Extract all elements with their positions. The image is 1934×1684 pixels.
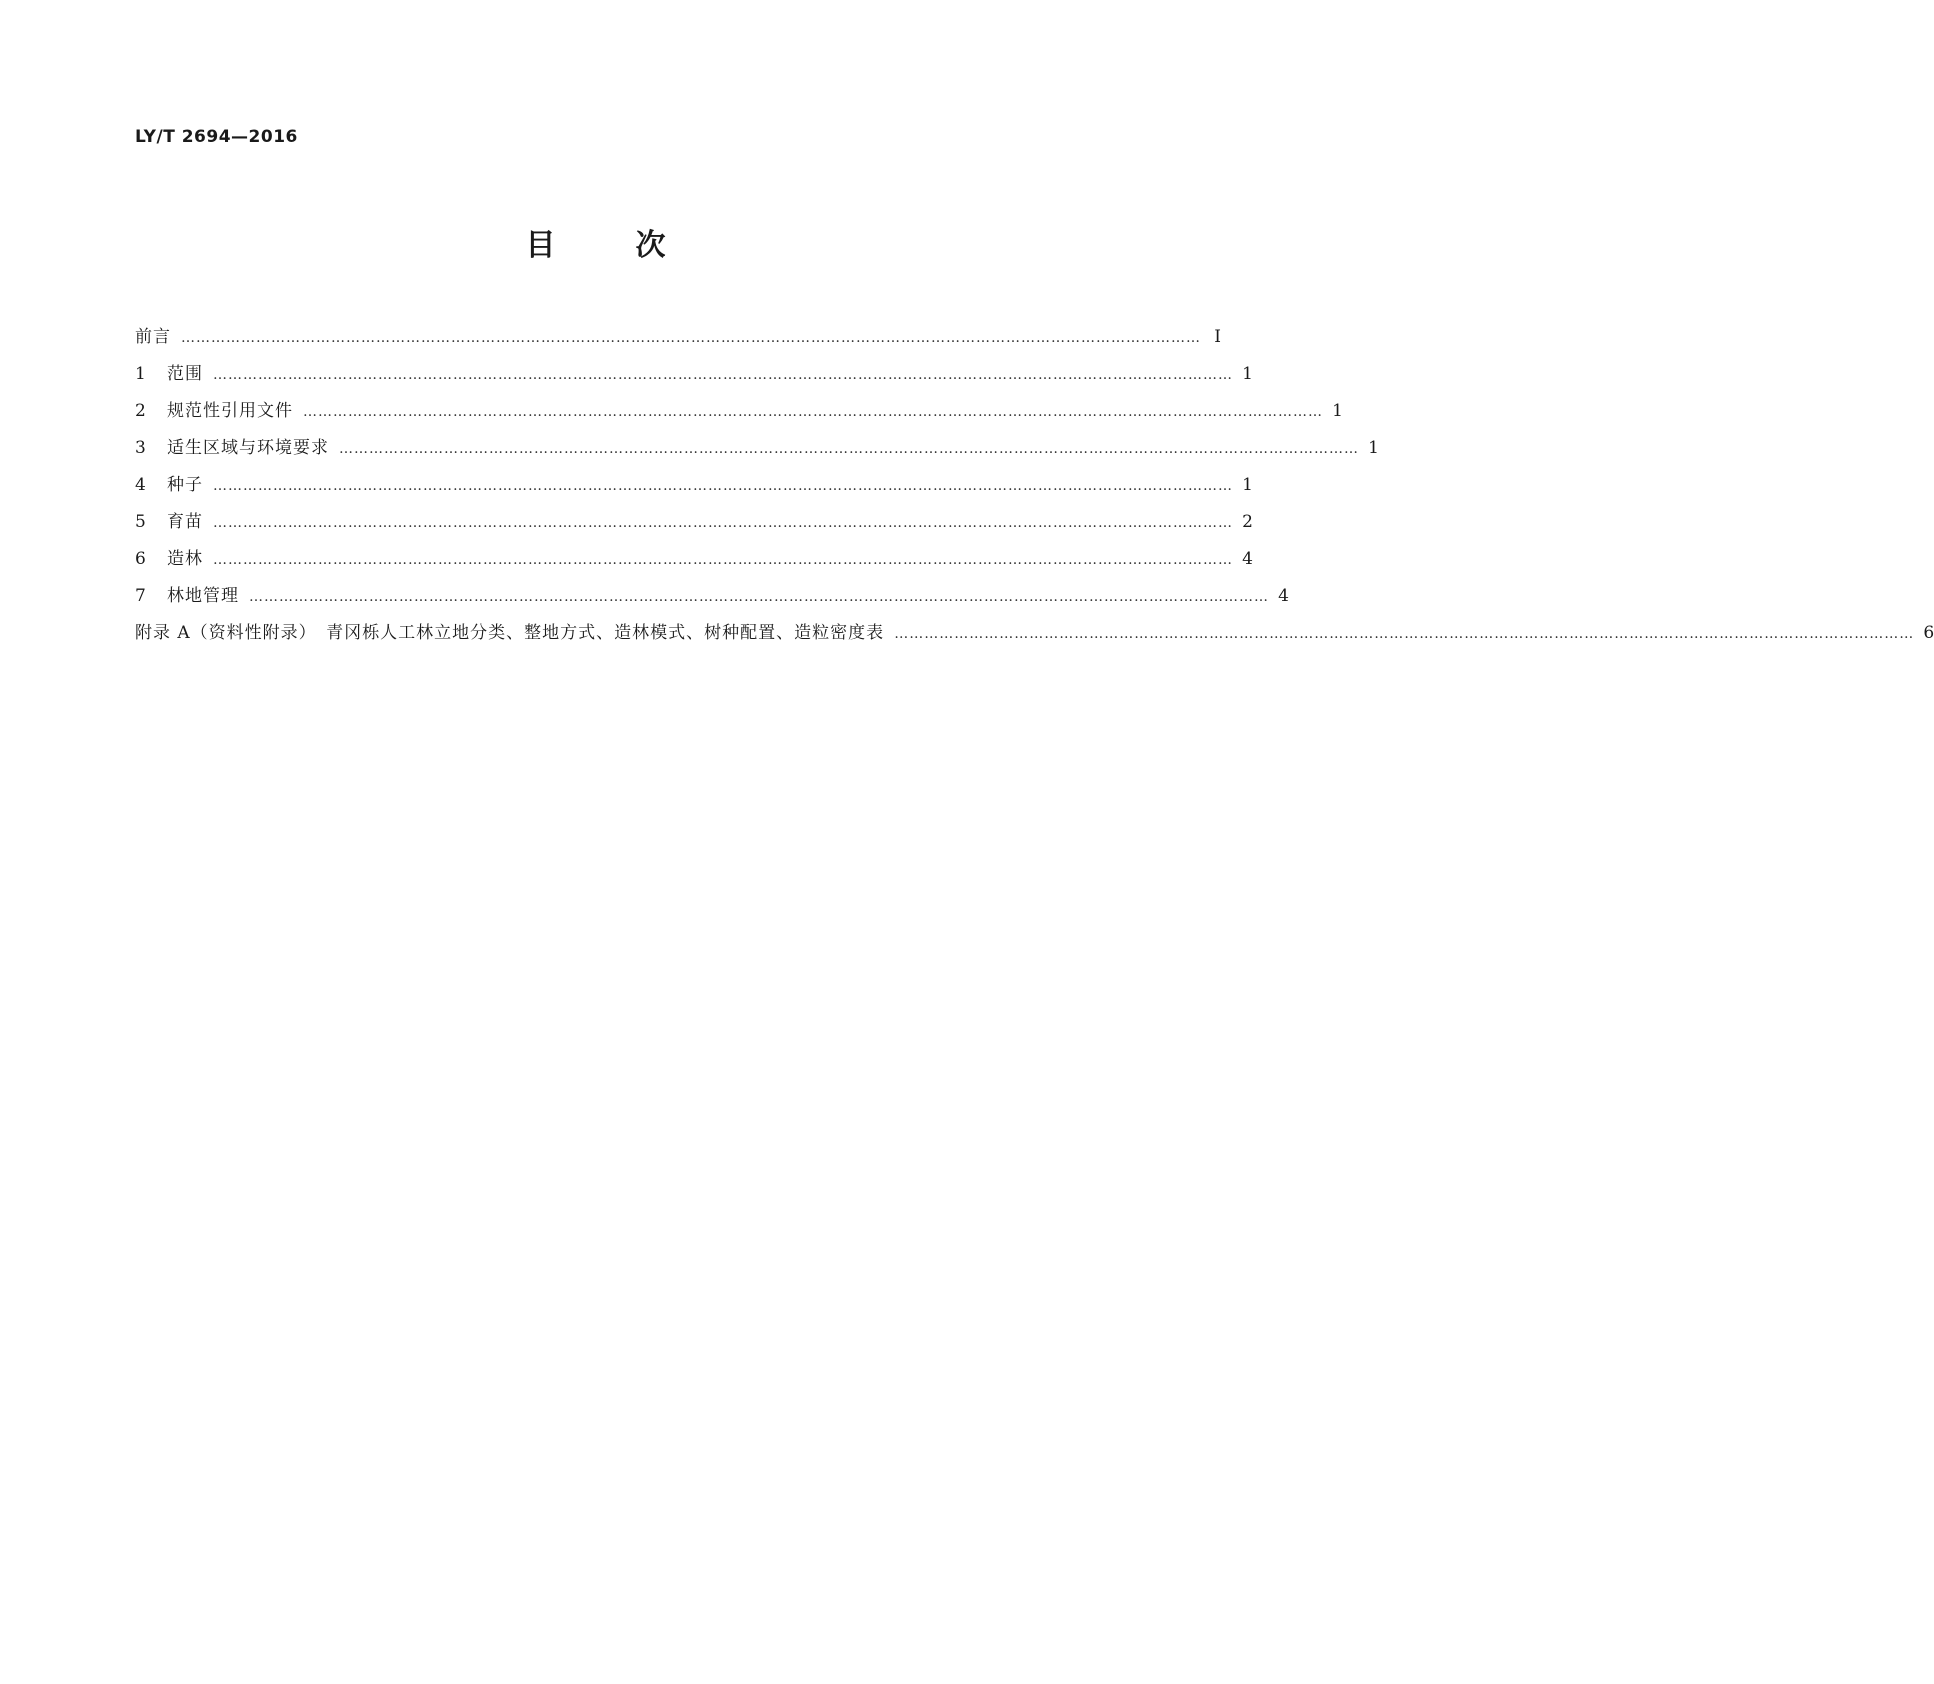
toc-leader-dots: …………………………………………………………………………………………………………………………………………………………………………………… [213,478,1233,494]
page-title [0,226,1191,266]
toc-leader-dots: …………………………………………………………………………………………………………………………………………………………………………………… [894,626,1915,642]
toc-leader-dots: …………………………………………………………………………………………………………………………………………………………………………………… [339,441,1359,457]
toc-entry-number: 6 [135,549,146,569]
toc-entry-label: 育苗 [167,512,203,532]
toc-leader-dots: …………………………………………………………………………………………………………………………………………………………………………………… [213,515,1233,531]
toc-leader-dots: …………………………………………………………………………………………………………………………………………………………………………………… [213,552,1233,568]
toc-entry-page: 1 [1332,401,1343,421]
toc-entry-scope[interactable] [135,359,1253,396]
toc-entry-normative-references[interactable] [135,396,1343,433]
toc-entry-label: 附录 A（资料性附录） 青冈栎人工林立地分类、整地方式、造林模式、树种配置、造粒密度表 [135,623,885,643]
toc-entry-page: 1 [1242,364,1253,384]
toc-entry-number: 3 [135,438,146,458]
toc-entry-afforestation[interactable] [135,544,1253,581]
toc-entry-label: 范围 [167,364,203,384]
toc-leader-dots: …………………………………………………………………………………………………………………………………………………………………………………… [213,367,1233,383]
toc-entry-number: 2 [135,401,146,421]
table-of-contents [135,322,1934,655]
toc-entry-seeds[interactable] [135,470,1253,507]
toc-leader-dots: …………………………………………………………………………………………………………………………………………………………………………………… [303,404,1323,420]
toc-entry-foreword[interactable] [135,322,1221,359]
toc-entry-number: 7 [135,586,146,606]
toc-entry-appendix-a[interactable] [135,618,1934,655]
standard-code: LY/T 2694—2016 [135,127,298,147]
toc-entry-page: 2 [1242,512,1253,532]
toc-entry-suitable-region[interactable] [135,433,1379,470]
toc-entry-label: 适生区域与环境要求 [167,438,329,458]
page-title-part2: 次 [635,228,666,263]
toc-leader-dots: …………………………………………………………………………………………………………………………………………………………………………………… [249,589,1269,605]
toc-entry-page: 4 [1242,549,1253,569]
toc-entry-number: 4 [135,475,146,495]
toc-entry-nursery[interactable] [135,507,1253,544]
toc-entry-label: 造林 [167,549,203,569]
toc-entry-label: 林地管理 [167,586,239,606]
toc-entry-number: 5 [135,512,146,532]
page-title-part1: 目 [525,228,556,263]
toc-entry-page: 4 [1278,586,1289,606]
toc-entry-label: 种子 [167,475,203,495]
toc-entry-page: 6 [1923,623,1934,643]
toc-leader-dots: …………………………………………………………………………………………………………………………………………………………………………………… [181,330,1201,346]
toc-entry-page: Ⅰ [1214,327,1221,347]
toc-entry-label: 前言 [135,327,171,347]
toc-entry-number: 1 [135,364,146,384]
toc-entry-page: 1 [1368,438,1379,458]
toc-entry-forest-management[interactable] [135,581,1289,618]
toc-entry-label: 规范性引用文件 [167,401,293,421]
toc-entry-page: 1 [1242,475,1253,495]
